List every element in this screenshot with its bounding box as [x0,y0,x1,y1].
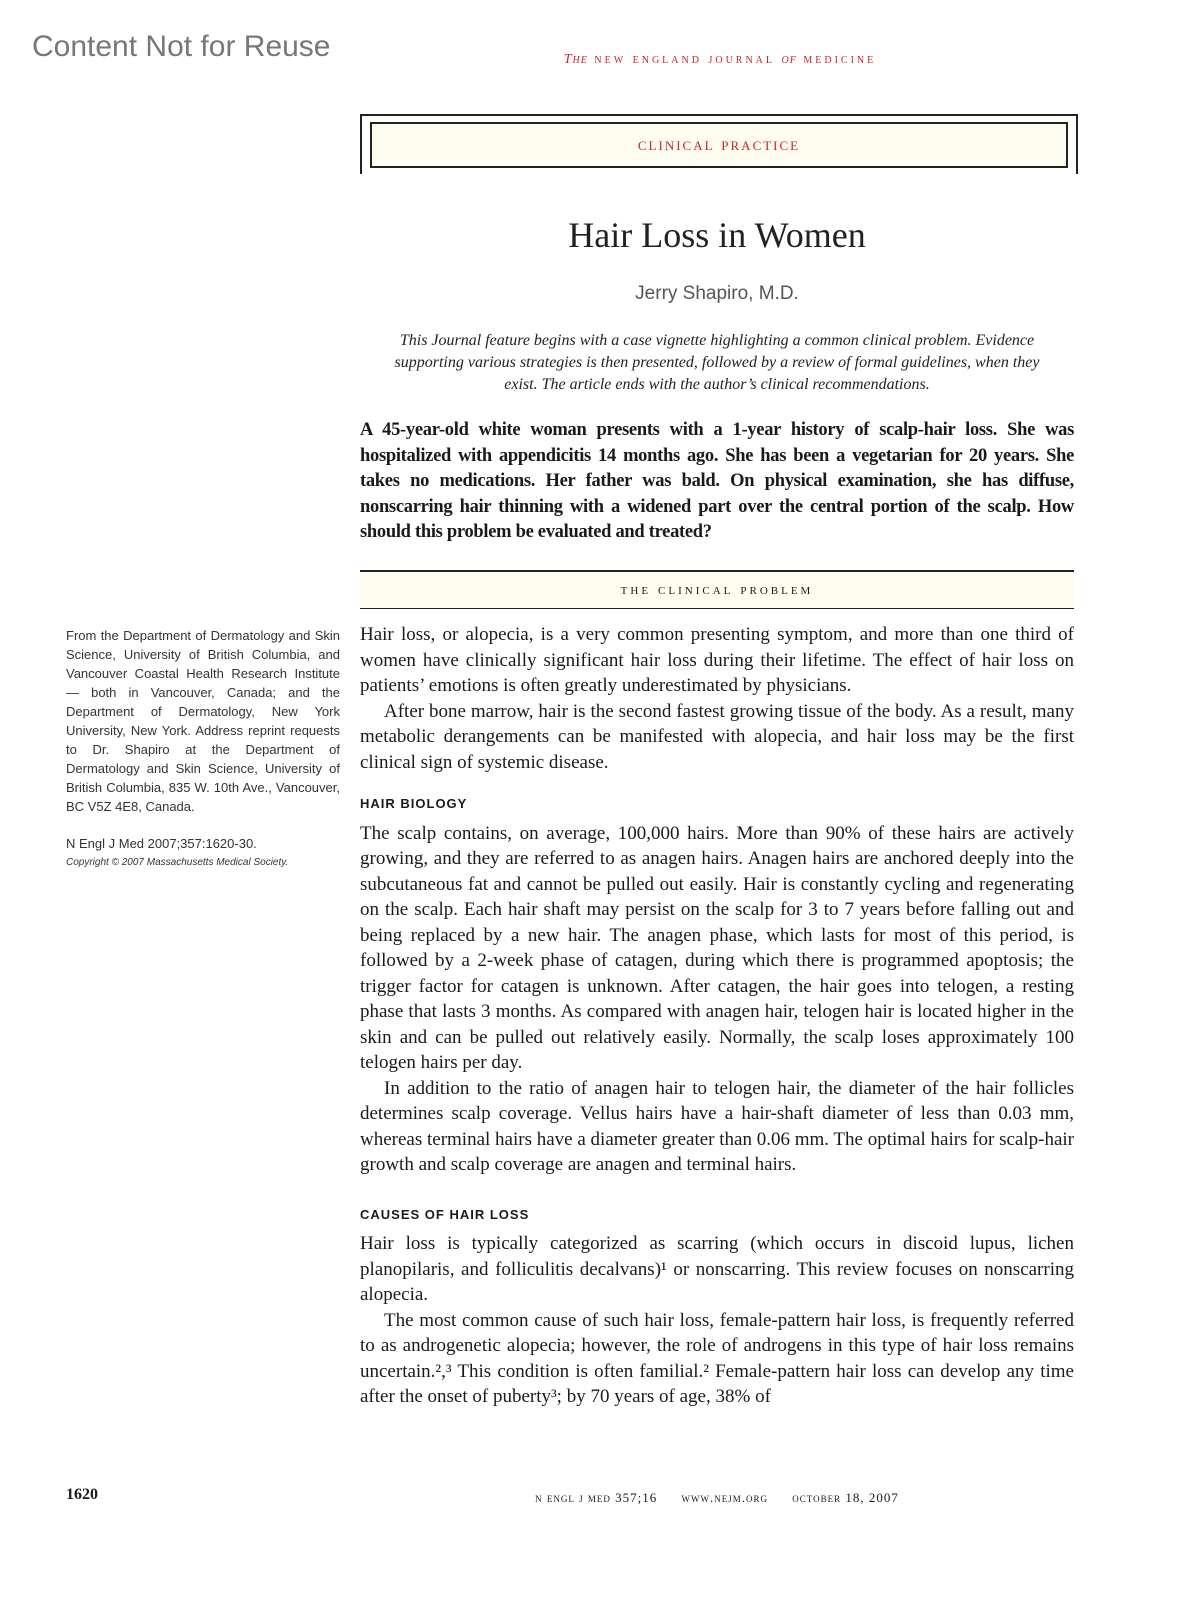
article-title: Hair Loss in Women [568,215,866,255]
section-heading-bar [360,570,1074,609]
footer-journal: n engl j med 357;16 [535,1490,658,1505]
watermark: Content Not for Reuse [32,30,331,63]
masthead-medicine: medicine [803,52,877,67]
masthead-the: The [563,52,588,67]
author-affiliation-sidenote [66,626,340,872]
section-label [370,122,1068,168]
body-paragraph: Hair loss is typically categorized as scarring (which occurs in discoid lupus, lichen planopilaris, and folliculitis decalvans)¹ or nonscarring. This review focuses on nonscarring alopecia. [360,1233,1074,1305]
footer-site: www.nejm.org [681,1490,768,1505]
citation: N Engl J Med 2007;357:1620-30. [66,836,257,851]
subheading-hair-biology: HAIR BIOLOGY [360,796,468,811]
body-paragraph: In addition to the ratio of anagen hair to telogen hair, the diameter of the hair follicles determines scalp coverage. Vellus hairs have a hair-shaft diameter of less than 0.03 mm, whereas terminal hairs have a diameter greater than 0.06 mm. The optimal hairs for scalp-hair growth and scalp coverage are anagen and terminal hairs. [360,1077,1074,1175]
body-paragraph: After bone marrow, hair is the second fastest growing tissue of the body. As a result, many metabolic derangements can be manifested with alopecia, and hair loss may be the first clinical sign of systemic disease. [360,700,1074,773]
body-paragraph: The most common cause of such hair loss, female-pattern hair loss, is frequently referred to as androgenetic alopecia; however, the role of androgens in this type of hair loss remains uncertain.²,³ This condition is often familial.² Female-pattern hair loss can develop any time after the onset of puberty³; by 70 years of age, 38% of [360,1309,1074,1407]
copyright: Copyright © 2007 Massachusetts Medical Society. [66,857,289,868]
body-paragraph: Hair loss, or alopecia, is a very common presenting symptom, and more than one third of women have clinically significant hair loss during their lifetime. The effect of hair loss on patients’ emotions is often greatly underestimated by physicians. [360,624,1074,696]
masthead-new-england: new england journal [594,52,776,67]
section-heading: the clinical problem [620,581,814,598]
page-footer [360,1490,1074,1506]
subheading-causes: CAUSES OF HAIR LOSS [360,1206,530,1222]
masthead-of: of [781,52,797,67]
section-label-text: clinical practice [637,134,801,155]
footer-date: october 18, 2007 [792,1490,899,1505]
section-banner [360,114,1078,174]
article-body [360,622,1074,1410]
case-vignette: A 45-year-old white woman presents with a 1-year history of scalp-hair loss. She was hospitalized with appendicitis 14 months ago. She has been a vegetarian for 20 years. She takes no medications. Her father was bald. On physical examination, she has diffuse, nonscarring hair thinning with a widened part over the central portion of the scalp. How should this problem be evaluated and treated? [360,420,1074,542]
affiliation-text: From the Department of Dermatology and Skin Science, University of British Columbia, and Vancouver Coastal Health Research Institute — both in Vancouver, Canada; and the Department of Dermatology, New York University, New York. Address reprint requests to Dr. Shapiro at the Department of Dermatology and Skin Science, University of British Columbia, 835 W. 10th Ave., Vancouver, BC V5Z 4E8, Canada. [66,628,340,814]
feature-intro: This Journal feature begins with a case vignette highlighting a common clinical problem. Evidence supporting various strategies is then presented, followed by a review of formal guidelines, when they exist. The article ends with the author’s clinical recommendations. [394,332,1040,393]
body-paragraph: The scalp contains, on average, 100,000 hairs. More than 90% of these hairs are actively growing, and they are referred to as anagen hairs. Anagen hairs are anchored deeply into the subcutaneous fat and cannot be pulled out easily. Hair is constantly cycling and regenerating on the scalp. Each hair shaft may persist on the scalp for 3 to 7 years before falling out and being replaced by a new hair. The anagen phase, which lasts for most of this period, is followed by a 2-week phase of catagen, during which there is programmed apoptosis; the trigger factor for catagen is unknown. After catagen, the hair goes into telogen, a resting phase that lasts 3 months. As compared with anagen hair, telogen hair is located higher in the skin and can be pulled out relatively easily. Normally, the scalp loses approximately 100 telogen hairs per day. [360,822,1074,1073]
article-author: Jerry Shapiro, M.D. [635,283,799,304]
journal-masthead [360,52,1080,68]
page-number: 1620 [66,1486,98,1503]
